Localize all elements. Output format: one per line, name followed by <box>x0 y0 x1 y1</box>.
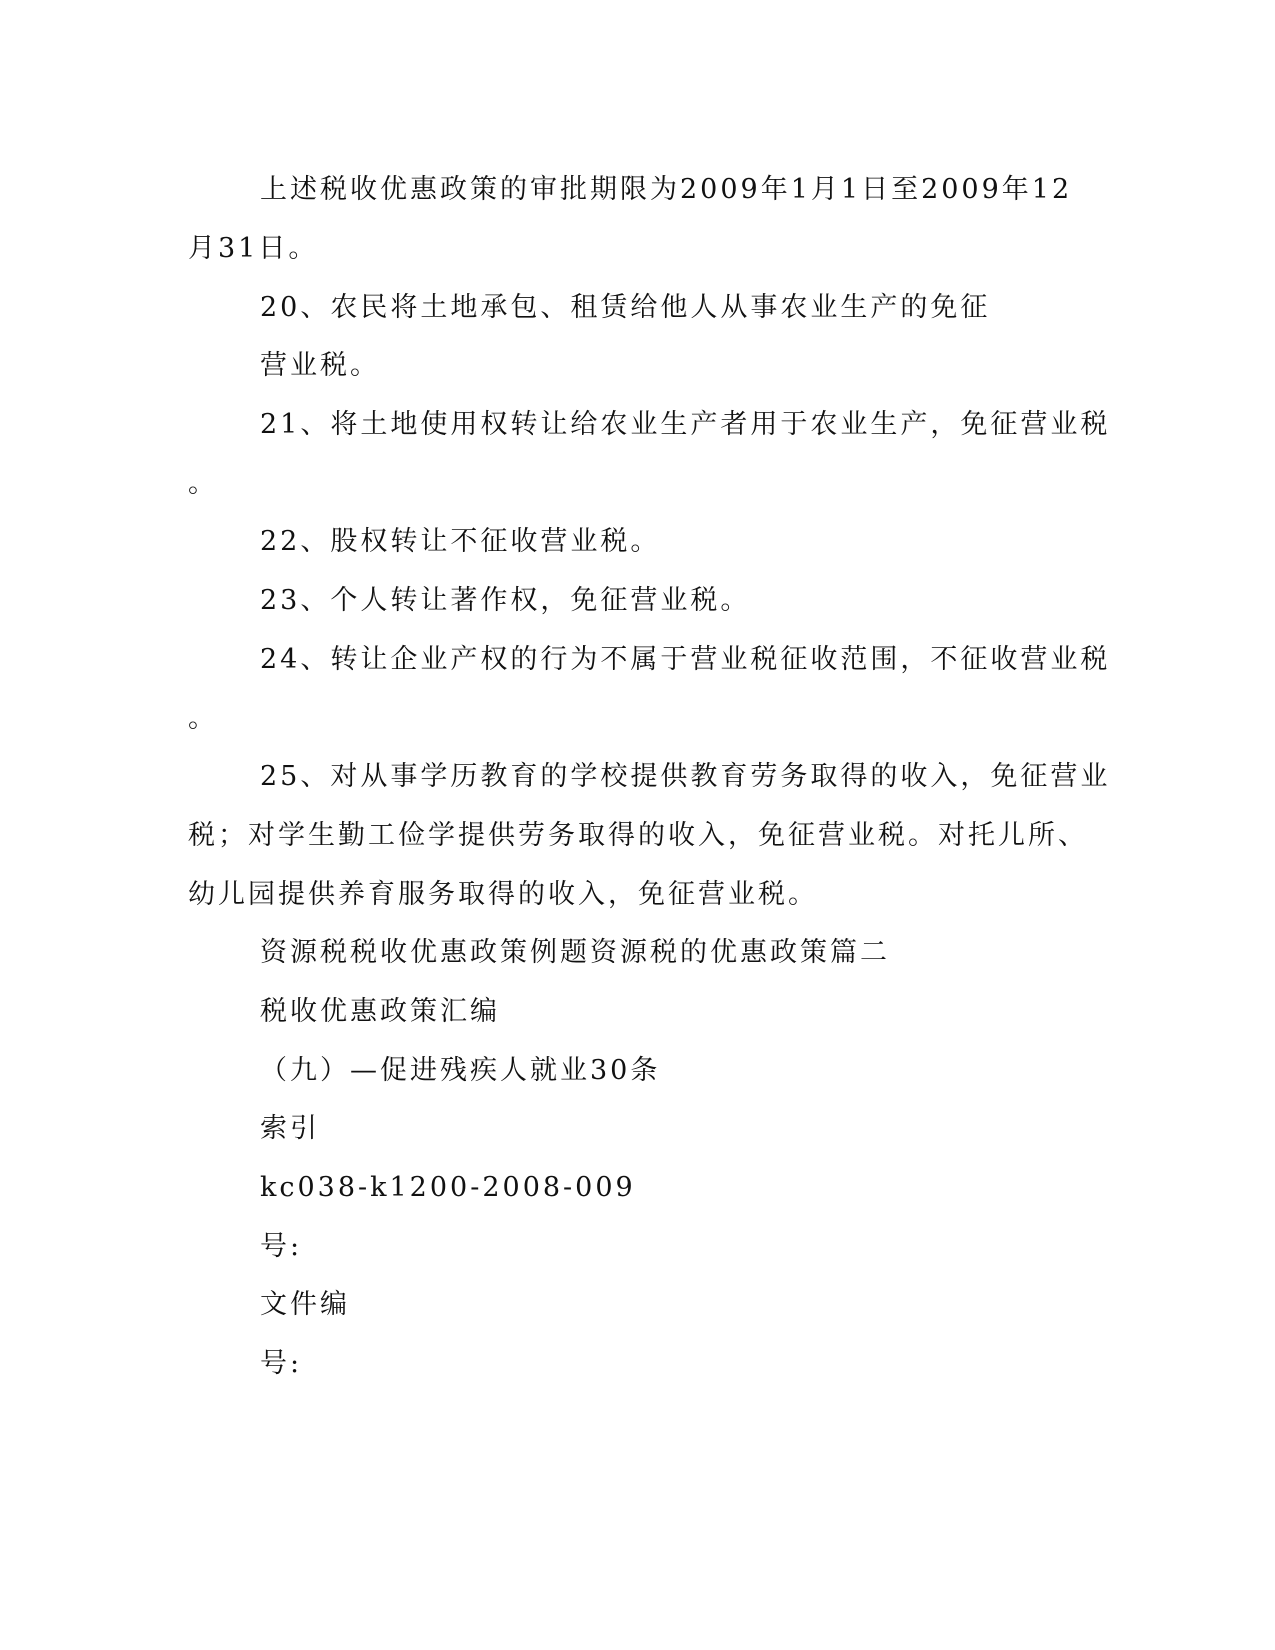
text-line: 文件编 <box>260 1289 350 1320</box>
text-line: 24、转让企业产权的行为不属于营业税征收范围，不征收营业税 <box>260 644 1111 675</box>
text-line: kc038-k1200-2008-009 <box>260 1172 636 1203</box>
text-line: 22、股权转让不征收营业税。 <box>260 526 661 557</box>
text-line: 25、对从事学历教育的学校提供教育劳务取得的收入，免征营业 <box>260 761 1111 792</box>
text-line: 23、个人转让著作权，免征营业税。 <box>260 585 751 616</box>
text-line: （九）—促进残疾人就业30条 <box>260 1055 661 1086</box>
text-line: 上述税收优惠政策的审批期限为2009年1月1日至2009年12 <box>260 174 1073 205</box>
text-line: 21、将土地使用权转让给农业生产者用于农业生产，免征营业税 <box>260 409 1111 440</box>
text-line: 税；对学生勤工俭学提供劳务取得的收入，免征营业税。对托儿所、 <box>188 820 1088 851</box>
text-line: 20、农民将土地承包、租赁给他人从事农业生产的免征 <box>260 292 991 323</box>
text-line: 资源税税收优惠政策例题资源税的优惠政策篇二 <box>260 937 890 968</box>
text-line: 号: <box>260 1231 303 1262</box>
text-line: 号: <box>260 1348 303 1379</box>
text-line: 。 <box>188 468 218 499</box>
text-line: 幼儿园提供养育服务取得的收入，免征营业税。 <box>188 879 818 910</box>
text-line: 。 <box>188 703 218 734</box>
text-line: 索引 <box>260 1113 320 1144</box>
text-line: 营业税。 <box>260 350 380 381</box>
text-line: 月31日。 <box>188 233 319 264</box>
text-line: 税收优惠政策汇编 <box>260 996 500 1027</box>
